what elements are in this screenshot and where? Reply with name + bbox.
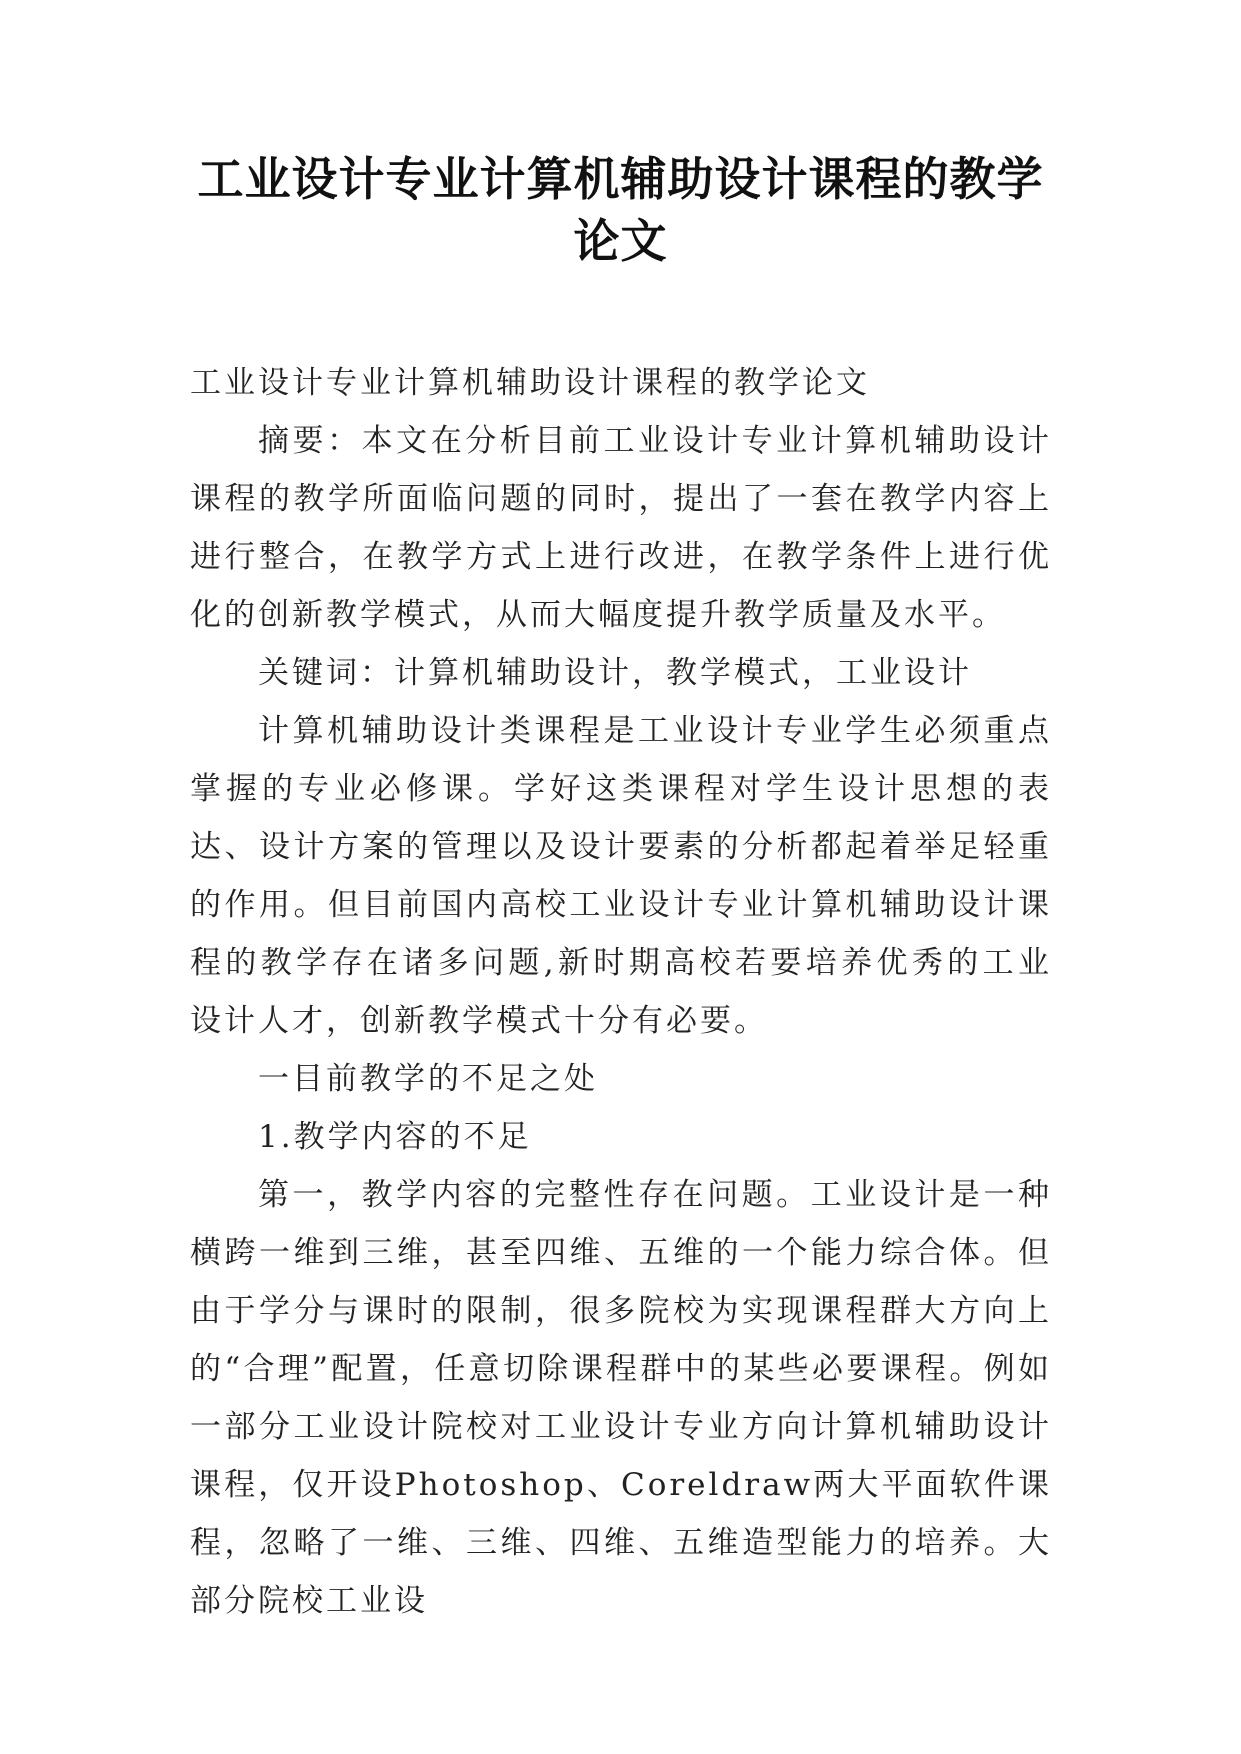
document-body [190,354,1052,1630]
abstract-paragraph: 摘要：本文在分析目前工业设计专业计算机辅助设计课程的教学所面临问题的同时，提出了一套在教学内容上进行整合，在教学方式上进行改进，在教学条件上进行优化的创新教学模式，从而大幅度提升教学质量及水平。 [190,423,1052,633]
content-paragraph: 第一，教学内容的完整性存在问题。工业设计是一种横跨一维到三维，甚至四维、五维的一个能力综合体。但由于学分与课时的限制，很多院校为实现课程群大方向上的“合理”配置，任意切除课程群中的某些必要课程。例如一部分工业设计院校对工业设计专业方向计算机辅助设计课程，仅开设Photoshop、Coreldraw两大平面软件课程，忽略了一维、三维、四维、五维造型能力的培养。大部分院校工业设 [190,1177,1052,1619]
document-title [0,148,1241,272]
intro-paragraph: 计算机辅助设计类课程是工业设计专业学生必须重点掌握的专业必修课。学好这类课程对学生设计思想的表达、设计方案的管理以及设计要素的分析都起着举足轻重的作用。但目前国内高校工业设计专业计算机辅助设计课程的教学存在诸多问题,新时期高校若要培养优秀的工业设计人才，创新教学模式十分有必要。 [190,713,1052,1039]
subsection-heading: 1.教学内容的不足 [258,1119,532,1155]
body-heading: 工业设计专业计算机辅助设计课程的教学论文 [190,365,870,401]
section-heading: 一目前教学的不足之处 [258,1061,598,1097]
title-line-1: 工业设计专业计算机辅助设计课程的教学 [197,152,1044,206]
title-line-2: 论文 [573,214,668,268]
keywords-paragraph: 关键词：计算机辅助设计，教学模式，工业设计 [258,655,972,691]
